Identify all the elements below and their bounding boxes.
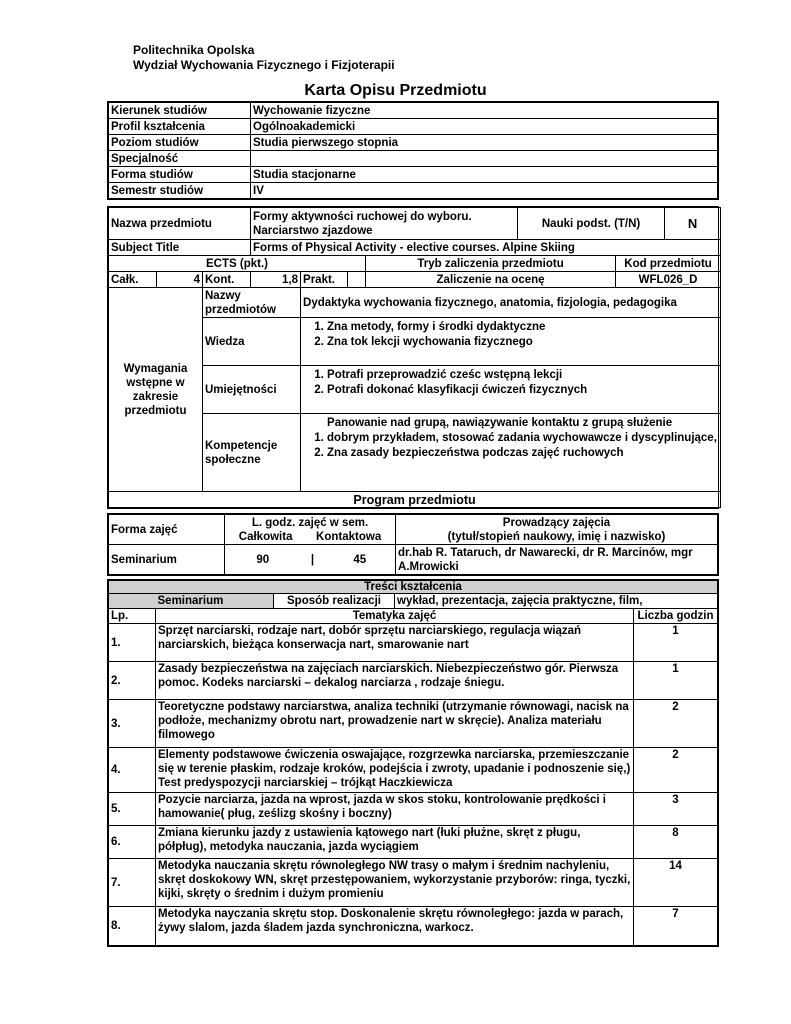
kod-value: WFL026_D — [616, 272, 721, 288]
table-row — [109, 662, 718, 700]
calkowita-label: Całkowita — [238, 530, 293, 543]
table-row — [109, 748, 718, 793]
row-sep: | — [301, 545, 325, 575]
course-name-line2: Narciarstwo zjazdowe — [253, 224, 373, 237]
table-row — [109, 826, 718, 859]
table-row — [109, 624, 718, 662]
wiedza-label: Wiedza — [203, 318, 301, 366]
subject-title-value: Forms of Physical Activity - elective courses. Alpine Skiing — [251, 240, 721, 256]
prowadzacy-header — [396, 515, 718, 545]
row-topic: Metodyka nauczania skrętu równoległego NW trasy o małym i średnim nachyleniu, skręt doskokowy WN, skręt przestępowaniem, wykorzystanie przyborów: ringa, tyczki, kijki, skręty o średnim i dużym promieniu — [156, 859, 634, 907]
row-topic: Zasady bezpieczeństwa na zajęciach narciarskich. Niebezpieczeństwo gór. Pierwsza pomoc. Kodeks narciarski – dekalog narciarza , rodzaje śniegu. — [156, 662, 634, 700]
row-kont: 45 — [325, 545, 396, 575]
col-hours: Liczba godzin — [634, 609, 718, 624]
hours-header — [225, 515, 396, 545]
row-hours: 1 — [634, 624, 718, 662]
basic-sciences-value: N — [665, 208, 721, 240]
row-hours: 3 — [634, 793, 718, 826]
study-label: Profil kształcenia — [109, 119, 251, 135]
calk-label: Całk. — [109, 272, 157, 288]
table-row — [109, 859, 718, 907]
row-lp: 8. — [109, 907, 156, 946]
table-row — [109, 793, 718, 826]
row-hours: 1 — [634, 662, 718, 700]
row-topic: Teoretyczne podstawy narciarstwa, analiza techniki (utrzymanie równowagi, nacisk na podłoże, mechanizmy obrotu nart, prowadzenie nart w skręcie). Analiza materiału filmowego — [156, 700, 634, 748]
kod-header: Kod przedmiotu — [616, 256, 721, 272]
method-value: wykład, prezentacja, zajęcia praktyczne, film, — [395, 594, 718, 609]
content-title: Treści kształcenia — [109, 581, 718, 594]
row-lp: 2. — [109, 662, 156, 700]
study-label: Poziom studiów — [109, 135, 251, 151]
row-hours: 2 — [634, 700, 718, 748]
col-lp: Lp. — [109, 609, 156, 624]
row-lp: 3. — [109, 700, 156, 748]
course-info-section — [107, 206, 719, 509]
row-lp: 4. — [109, 748, 156, 793]
study-value: Studia stacjonarne — [251, 167, 718, 183]
prakt-label: Prakt. — [301, 272, 348, 288]
row-prowadzacy: dr.hab R. Tataruch, dr Nawarecki, dr R. Marcinów, mgr A.Mrowicki — [396, 545, 718, 575]
kompetencje-list — [303, 431, 718, 461]
study-value: Studia pierwszego stopnia — [251, 135, 718, 151]
kompetencje-intro: Panowanie nad grupą, nawiązywanie kontaktu z grupą służenie — [327, 417, 673, 429]
row-forma: Seminarium — [109, 545, 225, 575]
row-topic: Zmiana kierunku jazdy z ustawienia kątowego nart (łuki płużne, skręt z pługu, półpług), metodyka nauczania, jazda wyciągiem — [156, 826, 634, 859]
faculty-name: Wydział Wychowania Fizycznego i Fizjoterapii — [133, 58, 395, 72]
content-rows — [109, 624, 718, 946]
program-title: Program przedmiotu — [109, 492, 721, 508]
tryb-value: Zaliczenie na ocenę — [366, 272, 616, 288]
study-label: Specjalność — [109, 151, 251, 167]
hours-label: L. godz. zajęć w sem. — [251, 516, 369, 529]
study-info-table — [109, 103, 718, 199]
study-label: Semestr studiów — [109, 183, 251, 199]
prowadzacy-sub: (tytuł/stopień naukowy, imię i nazwisko) — [447, 530, 666, 543]
study-value: Wychowanie fizyczne — [251, 103, 718, 119]
wiedza-list — [303, 320, 718, 350]
row-topic: Elementy podstawowe ćwiczenia oswajające, rozgrzewka narciarska, przemieszczanie się w terenie płaskim, rodzaje kroków, podejścia i zwroty, upadanie i podnoszenie się,) Test predyspozycji narciarskiej – trójkąt Haczkiewicza — [156, 748, 634, 793]
list-item: 1. Zna metody, formy i środki dydaktyczne — [327, 320, 718, 335]
umiejetnosci-list — [303, 368, 718, 398]
content-form: Seminarium — [156, 594, 274, 609]
content-section — [107, 579, 719, 947]
row-topic: Pozycie narciarza, jazda na wprost, jazda w skos stoku, kontrolowanie prędkości i hamowanie( pług, ześlizg skośny i boczny) — [156, 793, 634, 826]
study-label: Kierunek studiów — [109, 103, 251, 119]
prowadzacy-label: Prowadzący zajęcia — [502, 516, 611, 529]
page-title: Karta Opisu Przedmiotu — [304, 82, 487, 99]
row-topic: Sprzęt narciarski, rodzaje nart, dobór sprzętu narciarskiego, regulacja wiązań narciarskich, bieżąca konserwacja nart, smarowanie nart — [156, 624, 634, 662]
basic-sciences-label: Nauki podst. (T/N) — [518, 208, 665, 240]
study-value — [251, 151, 718, 167]
umiejetnosci-cell — [301, 366, 721, 414]
ects-header: ECTS (pkt.) — [109, 256, 366, 272]
row-lp: 5. — [109, 793, 156, 826]
list-item: 2. Zna zasady bezpieczeństwa podczas zajęć ruchowych — [327, 446, 718, 461]
subjects-label: Nazwy przedmiotów — [203, 288, 301, 318]
list-item: 1. Potrafi przeprowadzić cześc wstępną lekcji — [327, 368, 718, 383]
course-name-value — [251, 208, 518, 240]
row-lp: 7. — [109, 859, 156, 907]
kompetencje-label: Kompetencje społeczne — [203, 414, 301, 492]
umiejetnosci-label: Umiejętności — [203, 366, 301, 414]
row-lp: 1. — [109, 624, 156, 662]
forma-header: Forma zajęć — [109, 515, 225, 545]
col-topic: Tematyka zajęć — [156, 609, 634, 624]
prakt-value — [348, 272, 366, 288]
study-value: Ogólnoakademicki — [251, 119, 718, 135]
content-spacer — [109, 594, 156, 609]
row-hours: 7 — [634, 907, 718, 946]
list-item: 1. dobrym przykładem, stosować zadania wychowawcze i dyscyplinujące, — [327, 431, 718, 446]
subjects-value: Dydaktyka wychowania fizycznego, anatomia, fizjologia, pedagogika — [301, 288, 721, 318]
method-label: Sposób realizacji — [274, 594, 395, 609]
list-item: 2. Zna tok lekcji wychowania fizycznego — [327, 335, 718, 350]
study-info-section — [107, 101, 719, 200]
university-name: Politechnika Opolska — [133, 43, 255, 57]
calk-value: 4 — [157, 272, 203, 288]
study-value: IV — [251, 183, 718, 199]
row-hours: 8 — [634, 826, 718, 859]
course-name-label: Nazwa przedmiotu — [109, 208, 251, 240]
kontaktowa-label: Kontaktowa — [316, 530, 382, 543]
study-label: Forma studiów — [109, 167, 251, 183]
tryb-header: Tryb zaliczenia przedmiotu — [366, 256, 616, 272]
row-lp: 6. — [109, 826, 156, 859]
row-topic: Metodyka nayczania skrętu stop. Doskonalenie skrętu równoległego: jazda w parach, żywy slalom, jazda śladem jazda synchroniczna, warkocz. — [156, 907, 634, 946]
course-name-line1: Formy aktywności ruchowej do wyboru. — [253, 210, 472, 223]
kont-value: 1,8 — [251, 272, 301, 288]
row-calk: 90 — [225, 545, 301, 575]
program-section — [107, 513, 719, 576]
row-hours: 14 — [634, 859, 718, 907]
requirements-label: Wymagania wstępne w zakresie przedmiotu — [109, 288, 203, 492]
wiedza-cell — [301, 318, 721, 366]
list-item: 2. Potrafi dokonać klasyfikacji ćwiczeń fizycznych — [327, 383, 718, 398]
table-row — [109, 907, 718, 946]
kompetencje-cell — [301, 414, 721, 492]
table-row — [109, 700, 718, 748]
row-hours: 2 — [634, 748, 718, 793]
kont-label: Kont. — [203, 272, 251, 288]
subject-title-label: Subject Title — [109, 240, 251, 256]
